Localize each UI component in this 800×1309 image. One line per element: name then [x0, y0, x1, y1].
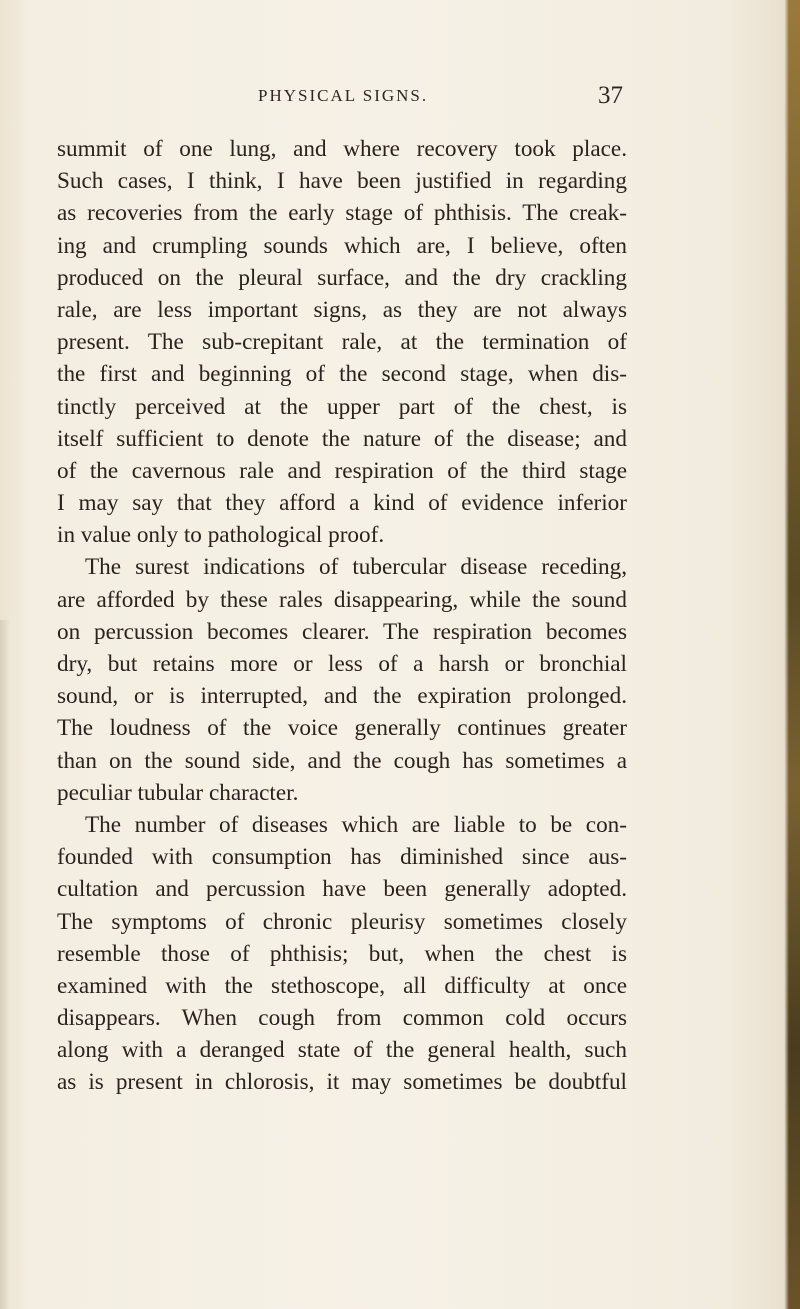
- text-line: on percussion becomes clearer. The respiration becomes: [57, 618, 627, 645]
- text-line: itself sufficient to denote the nature of the disease; and: [57, 425, 627, 452]
- text-line: The number of diseases which are liable to be con-: [85, 811, 627, 838]
- text-line: resemble those of phthisis; but, when the chest is: [57, 940, 627, 967]
- text-line: along with a deranged state of the general health, such: [57, 1037, 627, 1064]
- text-line: examined with the stethoscope, all difficulty at once: [57, 972, 627, 999]
- body-text: [57, 133, 627, 1099]
- text-line: tinctly perceived at the upper part of the chest, is: [57, 393, 627, 420]
- text-line: present. The sub-crepitant rale, at the termination of: [57, 329, 627, 356]
- page-number: 37: [598, 82, 623, 109]
- text-line: I may say that they afford a kind of evidence inferior: [57, 490, 627, 517]
- page-gutter-shadow: [0, 620, 10, 1309]
- text-line: cultation and percussion have been generally adopted.: [57, 876, 627, 903]
- text-line: ing and crumpling sounds which are, I believe, often: [57, 232, 627, 259]
- text-line: in value only to pathological proof.: [57, 522, 385, 549]
- text-line: dry, but retains more or less of a harsh or bronchial: [57, 651, 627, 677]
- book-edge: [784, 0, 800, 1309]
- text-line: the first and beginning of the second stage, when dis-: [57, 361, 627, 388]
- text-line: sound, or is interrupted, and the expiration prolonged.: [57, 683, 627, 710]
- text-line: than on the sound side, and the cough has sometimes a: [57, 747, 627, 774]
- text-line: as recoveries from the early stage of phthisis. The creak-: [57, 200, 627, 227]
- text-line: of the cavernous rale and respiration of the third stage: [57, 457, 627, 484]
- page-header: [128, 82, 623, 116]
- text-line: peculiar tubular character.: [57, 779, 299, 806]
- text-line: produced on the pleural surface, and the dry crackling: [57, 264, 627, 291]
- text-line: rale, are less important signs, as they are not always: [57, 296, 627, 323]
- text-line: Such cases, I think, I have been justified in regarding: [57, 168, 627, 195]
- text-line: The loudness of the voice generally continues greater: [57, 715, 627, 742]
- text-line: disappears. When cough from common cold occurs: [57, 1005, 627, 1032]
- text-line: are afforded by these rales disappearing, while the sound: [57, 586, 627, 613]
- text-line: founded with consumption has diminished since aus-: [57, 844, 627, 871]
- text-line: as is present in chlorosis, it may sometimes be doubtful: [57, 1069, 627, 1096]
- running-head: PHYSICAL SIGNS.: [258, 86, 429, 105]
- text-line: The surest indications of tubercular disease receding,: [85, 554, 627, 581]
- text-line: The symptoms of chronic pleurisy sometimes closely: [57, 908, 627, 935]
- text-line: summit of one lung, and where recovery took place.: [57, 136, 627, 162]
